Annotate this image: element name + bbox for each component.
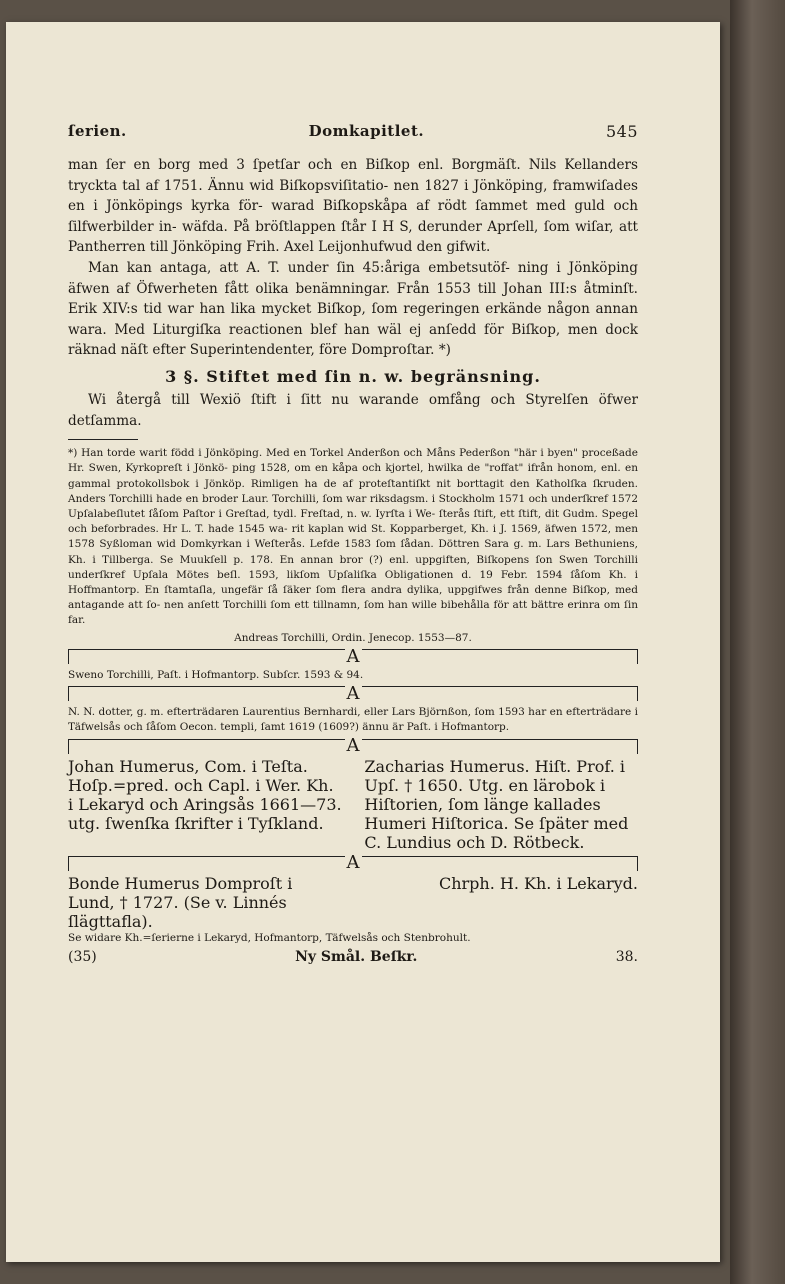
genealogy-bracket: A — [68, 685, 638, 703]
genealogy-bracket: A — [68, 737, 638, 755]
signature-mark: (35) — [68, 948, 97, 965]
bottom-line — [68, 949, 638, 965]
genealogy-gen4 — [68, 757, 638, 852]
book-page — [6, 22, 720, 1262]
page-number: 545 — [605, 122, 638, 141]
page-reference: 38. — [615, 948, 638, 965]
paragraph-3: Wi återgå till Wexiö ſtift i ſitt nu warande omfång och Styrelſen öfwer detſamma. — [68, 391, 638, 429]
main-text — [68, 155, 638, 431]
genealogy-bracket: A — [68, 854, 638, 872]
book-title: Ny Smål. Beſkr. — [295, 948, 418, 965]
running-header — [68, 122, 638, 141]
footnote — [68, 446, 638, 946]
genealogy-last-line: Se widare Kh.=ſerierne i Lekaryd, Hofmantorp, Täfwelsås och Stenbrohult. — [68, 932, 471, 945]
footnote-rule — [68, 439, 138, 440]
genealogy-gen5 — [68, 874, 638, 931]
gen4-right: Zacharias Humerus. Hiſt. Prof. i Upſ. † 1650. Utg. en lärobok i Hiſtorien, ſom länge kallades Humeri Hiſtorica. Se ſpäter med C. Lundius och D. Rötbeck. — [364, 757, 629, 853]
paragraph-2: Man kan antaga, att A. T. under ſin 45:åriga embetsutöf- ning i Jönköping äfwen af Öfwerheten fått olika benämningar. Från 1553 till Johan III:s åtminſt. Erik XIV:s tid war han lika mycket Biſkop, ſom regeringen erkände någon annan wara. Med Liturgiſka reactionen blef han wäl ej anſedd för Biſkop, men dock räknad näſt efter Superintendenter, före Domproſtar. *) — [68, 259, 638, 359]
header-center: Domkapitlet. — [308, 122, 425, 140]
genealogy-root: Andreas Torchilli, Ordin. Jenecop. 1553—87. — [234, 631, 472, 644]
gen4-left: Johan Humerus, Com. i Teſta. Hoſp.=pred. och Capl. i Wer. Kh. i Lekaryd och Aringsås 1661—73. utg. ſwenſka ſkrifter i Tyſkland. — [68, 757, 342, 834]
footnote-text: *) Han torde warit född i Jönköping. Med en Torkel Anderßon och Måns Pederßon "här i byen" proceßade Hr. Swen, Kyrkopreſt i Jönkö- ping 1528, om en kåpa och kjortel, hwilka de "roffat" ifrån honom, enl. en gammal protokollsbok i Jönköp. Rimligen ha de af proteſtantiſkt nit borttagit den Katholſka ſkruden. Anders Torchilli hade en broder Laur. Torchilli, ſom war riksdagsm. i Stockholm 1571 och underſkref 1572 Upſalabeſlutet ſåſom Paſtor i Greſtad, tydl. Freſtad, n. w. Iyrſta i We- ſterås ſtift, ett ſtift, dit Gudm. Spegel och beforbrades. Hr L. T. hade 1545 wa- rit kaplan wid St. Kopparberget, Kh. i J. 1569, äfwen 1572, men 1578 Syßloman wid Domkyrkan i Weſterås. Lefde 1583 ſom ſådan. Döttren Sara g. m. Lars Bethuniens, Kh. i Tillberga. Se Muukſell p. 178. En annan bror (?) enl. uppgiften, Biſkopens ſon Swen Torchilli underſkref Upſala Mötes beſl. 1593, likſom Upſaliſka Obligationen d. 19 Febr. 1594 ſåſom Kh. i Hoffmantorp. En ſtamtaſla, ungefär ſå ſäker ſom flera andra dylika, uppgifwes från denne Biſkop, med antagande att ſo- nen anſett Torchilli ſom ett tillnamn, ſom han wille bibehålla för att bättre erinra om ſin far. — [68, 447, 638, 627]
page-content — [68, 122, 638, 965]
genealogy-gen2: Sweno Torchilli, Paſt. i Hofmantorp. Subſcr. 1593 & 94. — [68, 668, 364, 681]
paragraph-1: man ſer en borg med 3 ſpetſar och en Biſkop enl. Borgmäſt. Nils Kellanders tryckta tal af 1751. Ännu wid Biſkopsviſitatio- nen 1827 i Jönköping, framwiſades en i Jönköpings kyrka för- warad Biſkopskåpa af rödt ſammet med guld och ſilfwerbilder in- wäfda. På bröſtlappen ſtår I H S, derunder Aprſell, ſom wiſar, att Pantherren till Jönköping Frih. Axel Leijonhufwud den gifwit. — [68, 157, 638, 256]
genealogy-gen3: N. N. dotter, g. m. efterträdaren Laurentius Bernhardi, eller Lars Björnßon, ſom 1593 har en efterträdare i Täfwelsås och ſåſom Oecon. templi, ſamt 1619 (1609?) ännu är Paſt. i Hofmantorp. — [68, 705, 638, 734]
header-left: ſerien. — [68, 122, 127, 140]
gen5-right: Chrph. H. Kh. i Lekaryd. — [438, 874, 638, 894]
section-heading: 3 §. Stiftet med ſin n. w. begränsning. — [165, 366, 541, 386]
book-spine — [730, 0, 785, 1284]
gen5-left: Bonde Humerus Domproſt i Lund, † 1727. (Se v. Linnés ſlägttafla). — [68, 874, 293, 932]
genealogy-bracket: A — [68, 648, 638, 666]
